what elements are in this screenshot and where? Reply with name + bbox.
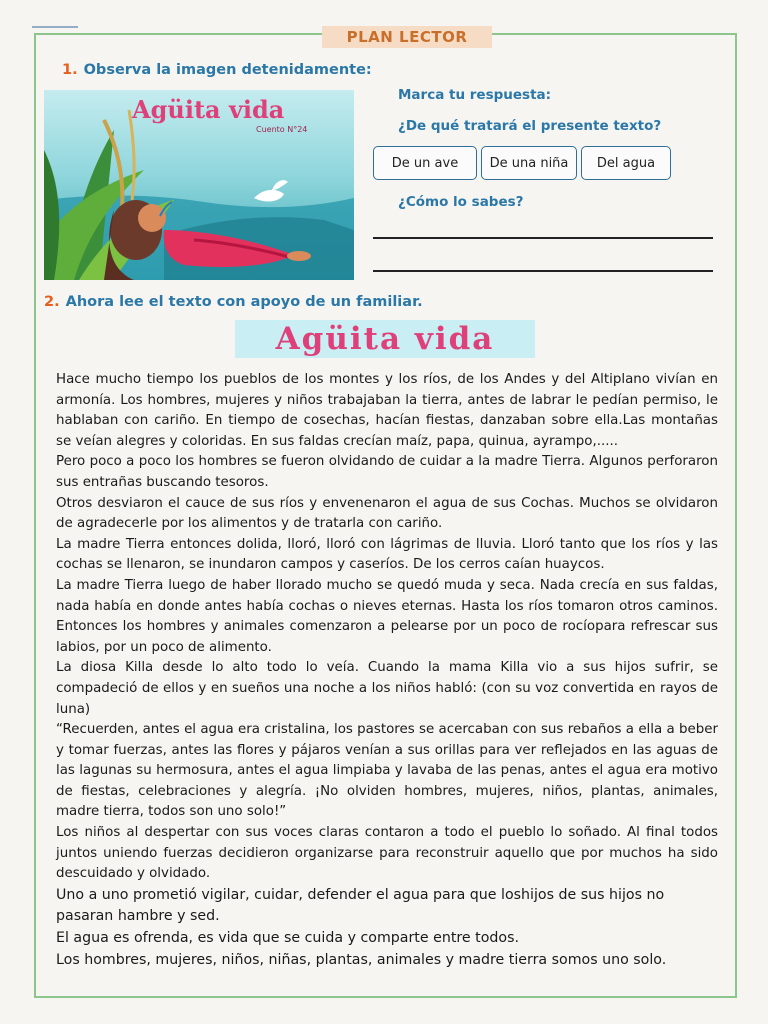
question-1-number: 1. [62,62,78,78]
cover-illustration [44,90,354,280]
story-paragraph: Pero poco a poco los hombres se fueron olvidando de cuidar a la madre Tierra. Algunos perforaron sus entrañas buscando tesoros. [56,454,718,490]
question-1 [62,62,372,78]
story-title: Agüita vida [275,321,495,357]
story-paragraph: Otros desviaron el cauce de sus ríos y envenenaron el agua de sus Cochas. Muchos se olvidaron de agradecerle por los alimentos y de tratarla con cariño. [56,495,718,532]
story-paragraph: Uno a uno prometió vigilar, cuidar, defender el agua para que loshijos de sus hijos no pasaran hambre y sed. [56,886,665,925]
story-paragraph: El agua es ofrenda, es vida que se cuida y comparte entre todos. [56,930,519,947]
plan-lector-header: PLAN LECTOR [322,26,492,48]
answer-line-2[interactable] [373,270,713,272]
story-title-banner [235,320,535,358]
question-2-number: 2. [44,294,60,310]
answer-instruction: Marca tu respuesta: [398,87,552,103]
answer-line-1[interactable] [373,237,713,239]
book-cover-image [44,90,354,280]
question-2-text: Ahora lee el texto con apoyo de un familiar. [65,294,423,310]
cover-subtitle: Cuento N°24 [256,125,308,134]
question-2 [44,294,423,310]
how-question: ¿Cómo lo sabes? [398,194,524,210]
story-paragraph: Hace mucho tiempo los pueblos de los montes y los ríos, de los Andes y del Altiplano vivían en armonía. Los hombres, mujeres y niños trabajaban la tierra, antes de labrar le pedían permiso, le hablaban con cariño. En tiempo de cosechas, hacían fiestas, danzaban sobre ella.Las montañas se veían alegres y coloridas. En sus faldas crecían maíz, papa, quinua, ayrampo,..... [56,372,718,449]
option-bird-button[interactable]: De un ave [373,146,477,180]
option-water-button[interactable]: Del agua [581,146,671,180]
story-paragraph: La madre Tierra entonces dolida, lloró, lloró con lágrimas de lluvia. Lloró tanto que los ríos y las cochas se llenaron, se inundaron campos y caseríos. De los cerros caían huaycos. [56,536,718,573]
story-paragraph: “Recuerden, antes el agua era cristalina, los pastores se acercaban con sus rebaños a ella a beber y tomar fuerzas, antes las flores y pájaros venían a sus orillas para ver reflejados en las aguas de las lagunas su hermosura, antes el agua limpiaba y lavaba de las penas, antes el agua era motivo de fiestas, celebraciones y alegría. ¡No olviden hombres, mujeres, niños, plantas, animales, madre tierra, todos son uno solo!” [56,722,718,820]
answer-options [373,146,671,180]
story-paragraph: Los niños al despertar con sus voces claras contaron a todo el pueblo lo soñado. Al final todos juntos uniendo fuerzas decidieron organizarse para reconstruir aquello que por muchos ha sido descuidado y olvidado. [56,825,718,882]
answer-question: ¿De qué tratará el presente texto? [398,118,662,134]
cover-title: Agüita vida [132,95,285,124]
option-girl-button[interactable]: De una niña [481,146,577,180]
question-1-text: Observa la imagen detenidamente: [83,62,372,78]
corner-mark [32,26,78,28]
story-text [56,370,718,971]
story-paragraph: La madre Tierra luego de haber llorado mucho se quedó muda y seca. Nada crecía en sus faldas, nada había en donde antes había cochas o nieves eternas. Hasta los ríos tomaron otros caminos. Entonces los hombres y animales comenzaron a pelearse por un poco de rocíopara refrescar sus labios, por un poco de alimento. [56,577,718,655]
story-paragraph: La diosa Killa desde lo alto todo lo veía. Cuando la mama Killa vio a sus hijos sufrir, se compadeció de ellos y en sueños una noche a los niños habló: (con su voz convertida en rayos de luna) [56,660,718,717]
story-paragraph: Los hombres, mujeres, niños, niñas, plantas, animales y madre tierra somos uno solo. [56,951,667,968]
